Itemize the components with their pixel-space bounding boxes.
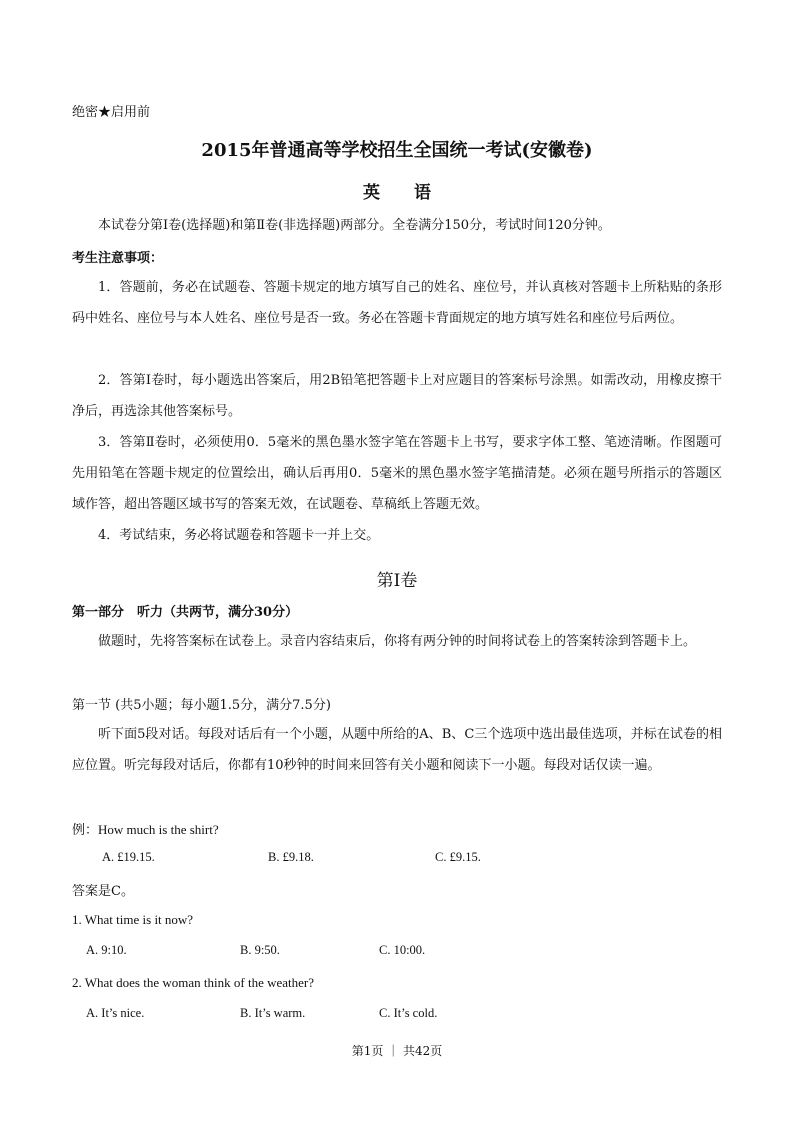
example-option-c: C. £9.15.	[435, 850, 481, 864]
part1-instruction: 做题时，先将答案标在试卷上。录音内容结束后，你将有两分钟的时间将试卷上的答案转涂到答题卡上。	[98, 634, 697, 649]
intro-text: 本试卷分第Ⅰ卷(选择题)和第Ⅱ卷(非选择题)两部分。全卷满分150分，考试时间120分钟。	[98, 218, 611, 233]
question-2-option-c: C. It’s cold.	[379, 1006, 438, 1020]
question-1-option-a: A. 9:10.	[86, 943, 127, 957]
page-footer: 第1页 ｜ 共42页	[351, 1044, 443, 1058]
notice-item: 1．答题前，务必在试题卷、答题卡规定的地方填写自己的姓名、座位号，并认真核对答题卡上所粘贴的条形码中姓名、座位号与本人姓名、座位号是否一致。务必在答题卡背面规定的地方填写姓名和座位号后两位。	[72, 280, 722, 326]
example-option-b: B. £9.18.	[268, 850, 314, 864]
notice-item: 2．答第Ⅰ卷时，每小题选出答案后，用2B铅笔把答题卡上对应题目的答案标号涂黑。如需改动，用橡皮擦干净后，再选涂其他答案标号。	[72, 373, 722, 419]
exam-title: 2015年普通高等学校招生全国统一考试(安徽卷)	[201, 140, 593, 161]
volume-title: 第Ⅰ卷	[376, 571, 418, 591]
notice-title: 考生注意事项：	[72, 251, 164, 266]
question-1-option-c: C. 10:00.	[379, 943, 426, 957]
part1-title: 第一部分 听力（共两节，满分30分）	[72, 605, 299, 620]
question-1-stem: 1. What time is it now?	[72, 912, 194, 927]
question-2-stem: 2. What does the woman think of the weather?	[72, 975, 314, 990]
subject-title: 英 语	[363, 183, 431, 203]
notice-item: 4．考试结束，务必将试题卷和答题卡一并上交。	[98, 528, 380, 543]
example-option-a: A. £19.15.	[102, 850, 155, 864]
secret-label: 绝密★启用前	[72, 105, 151, 120]
section1-title: 第一节 (共5小题；每小题1.5分，满分7.5分)	[72, 698, 331, 713]
question-1-option-b: B. 9:50.	[240, 943, 280, 957]
example-answer: 答案是C。	[72, 884, 134, 899]
section1-instruction: 听下面5段对话。每段对话后有一个小题，从题中所给的A、B、C三个选项中选出最佳选项，并标在试卷的相应位置。听完每段对话后，你都有10秒钟的时间来回答有关小题和阅读下一小题。每段对话仅读一遍。	[72, 727, 722, 773]
question-2-option-a: A. It’s nice.	[86, 1006, 145, 1020]
question-2-option-b: B. It’s warm.	[240, 1006, 306, 1020]
example-question: 例：How much is the shirt?	[72, 822, 219, 837]
notice-item: 3．答第Ⅱ卷时，必须使用0．5毫米的黑色墨水签字笔在答题卡上书写，要求字体工整、笔迹清晰。作图题可先用铅笔在答题卡规定的位置绘出，确认后再用0．5毫米的黑色墨水签字笔描清楚。必须在题号所指示的答题区域作答，超出答题区域书写的答案无效，在试题卷、草稿纸上答题无效。	[72, 435, 722, 512]
